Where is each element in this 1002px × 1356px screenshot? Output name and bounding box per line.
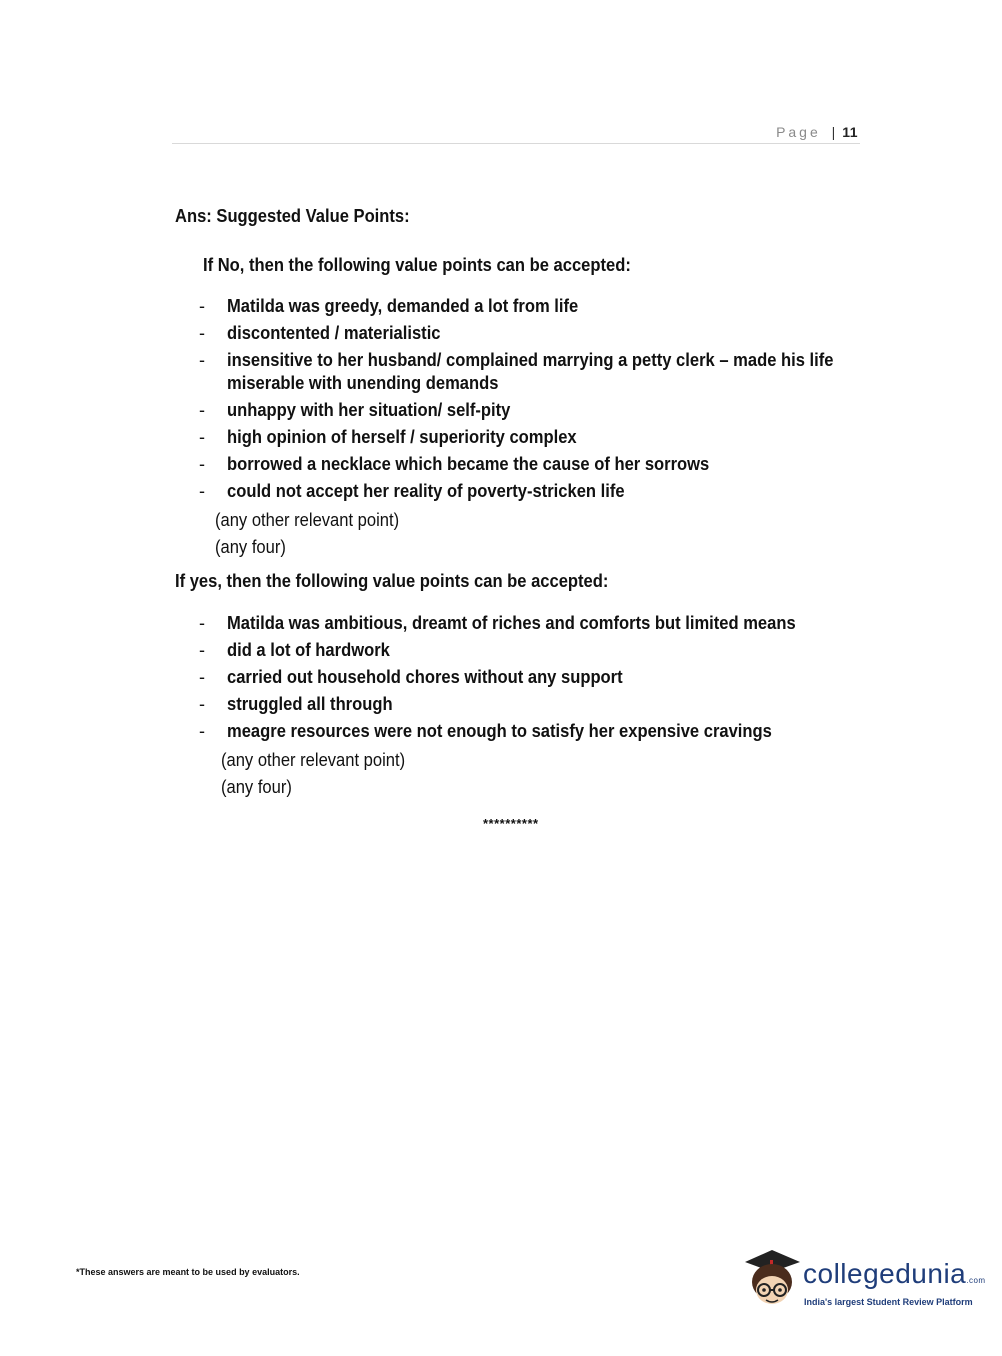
list-item: - discontented / materialistic [199,323,441,343]
answer-heading: Ans: Suggested Value Points: [175,206,410,226]
page-separator: | [831,124,836,140]
brand-name: collegedunia.com [803,1258,986,1289]
header-divider [172,143,860,144]
list-item: - borrowed a necklace which became the cause of her sorrows [199,454,710,474]
note-any-four: (any four) [215,537,286,557]
note-any-four: (any four) [221,777,292,797]
no-section-notes [215,507,865,561]
note-other-point: (any other relevant point) [221,750,406,770]
list-item: - Matilda was greedy, demanded a lot from life [199,296,579,316]
end-separator: ********** [483,816,539,831]
list-item: - Matilda was ambitious, dreamt of riches and comforts but limited means [199,613,796,633]
list-item: - insensitive to her husband/ complained marrying a petty clerk – made his life miserable with unending demands [199,350,834,393]
list-item: - high opinion of herself / superiority complex [199,427,577,447]
no-section-heading: If No, then the following value points can be accepted: [203,255,631,275]
yes-section-list [175,612,865,743]
answer-content [175,206,865,801]
list-item: - unhappy with her situation/ self-pity [199,400,511,420]
list-item: - struggled all through [199,694,393,714]
page-header [172,124,860,144]
list-item: - meagre resources were not enough to satisfy her expensive cravings [199,721,772,741]
no-section-list [175,295,865,503]
list-item: - could not accept her reality of poverty-stricken life [199,481,625,501]
page-label: Page [776,124,821,140]
footer-note: *These answers are meant to be used by evaluators. [76,1267,300,1277]
list-item: - did a lot of hardwork [199,640,390,660]
page-number-value: 11 [842,124,858,140]
yes-section-heading: If yes, then the following value points can be accepted: [175,571,609,591]
brand-tagline: India's largest Student Review Platform [804,1297,973,1307]
note-other-point: (any other relevant point) [215,510,400,530]
page-number [776,124,858,140]
yes-section-notes [221,747,865,801]
list-item: - carried out household chores without any support [199,667,623,687]
